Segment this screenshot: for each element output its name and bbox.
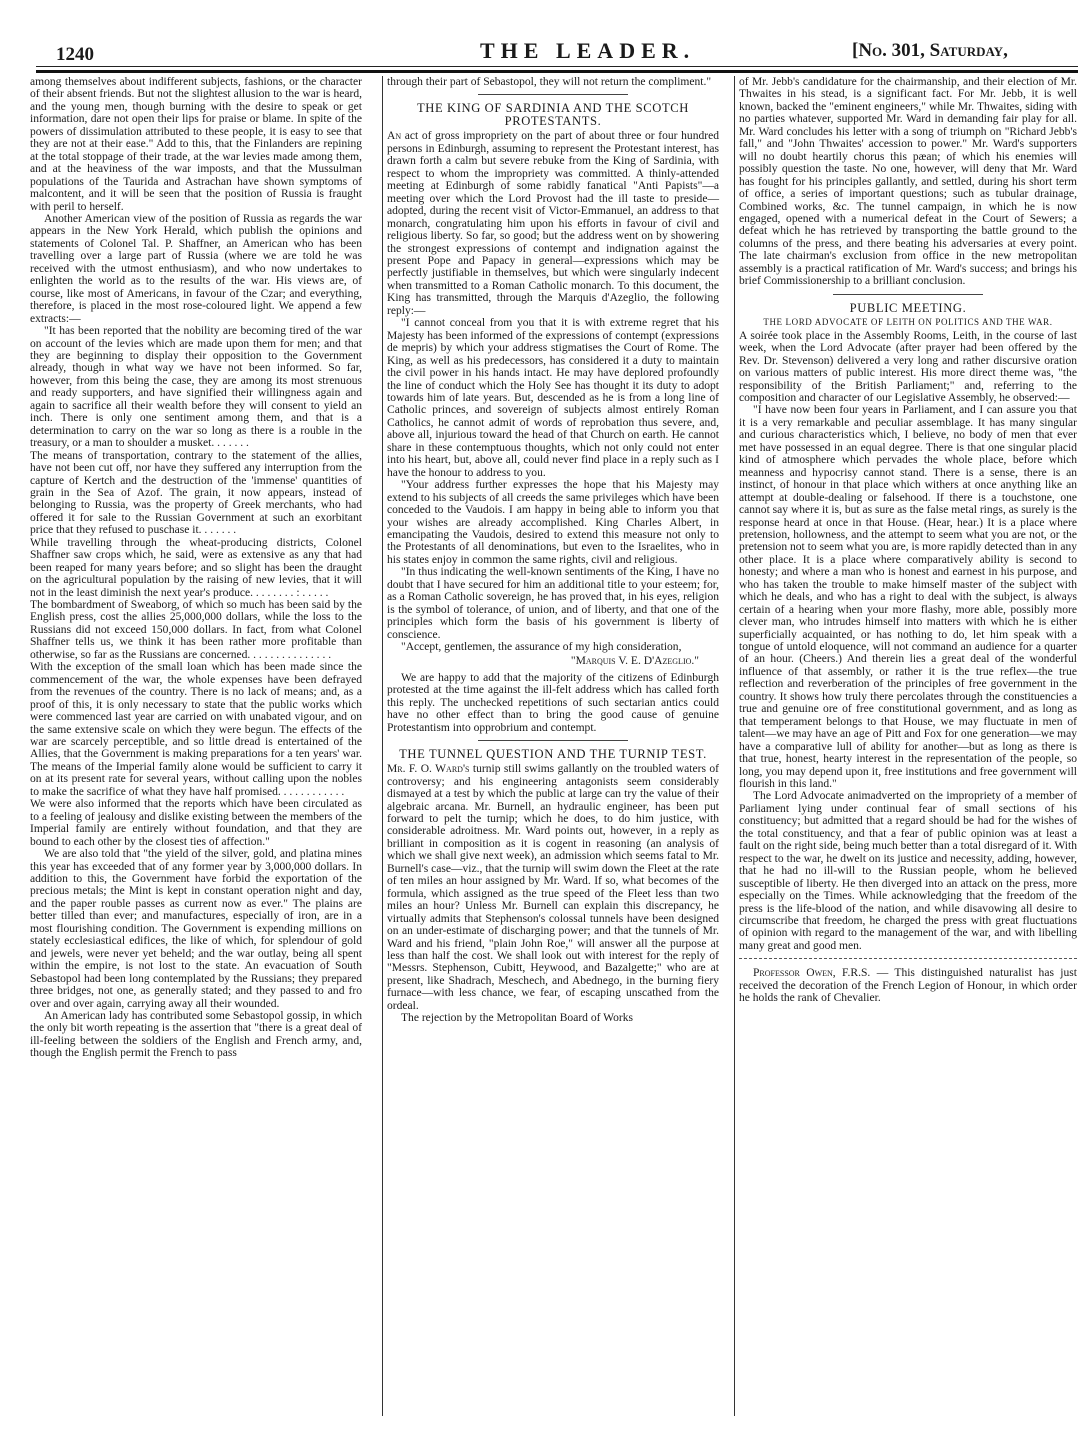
lead-word: Professor Owen, F.R.S. <box>753 967 871 980</box>
headline: PUBLIC MEETING. <box>849 300 967 315</box>
right-column <box>734 76 1077 1416</box>
middle-column <box>382 76 719 1416</box>
article-separator <box>478 94 628 95</box>
paragraph: We are happy to add that the majority of the citizens of Edinburgh protested at the time against the ill-felt address which has called forth this reply. The unchecked repetitions of such sectarian antics could have no other effect than to bring the good cause of genuine Protestantism into opprobrium and contempt. <box>387 671 719 734</box>
left-column <box>30 76 362 1060</box>
paragraph: among themselves about indifferent subjects, fashions, or the character of their absent friends. But not the slightest allusion to the war is heard, and the young men, though burning with the desire to speak or get information, dare not open their lips for praise or blame. In spite of the powers of dissimulation attributed to these people, it is easy to see that they are not at their ease." Add to this, that the Finlanders are repining at the total stoppage of their trade, at the war levies made among them, and at the heaviness of the war imposts, and that the Mussulman populations of the Taurida and Astrachan have shown symptoms of malcontent, and it will be seen that the position of Russia is fraught with peril to herself. <box>30 76 362 213</box>
quote-paragraph: "In thus indicating the well-known sentiments of the King, I have no doubt that I have secured for him an additional title to your esteem; for, as a Roman Catholic sovereign, he has proved that, in his eyes, religion is the symbol of tolerance, of union, and of liberty, and that one of the principles which form the basis of his government is liberty of conscience. <box>387 566 719 641</box>
article-separator <box>478 740 628 741</box>
paragraph <box>387 763 719 1012</box>
issue-label: [No. 301, Saturday, <box>852 40 1008 61</box>
paragraph: Another American view of the position of Russia as regards the war appears in the New York Herald, which publish the opinions and statements of Colonel Tal. P. Shaffner, an American who has been travelling over a large part of Russia (where we are told he was received with the utmost enthusiasm), and who now undertakes to enlighten the world as to the results of the war. His views are, of course, like most of Americans, in favour of the Czar; and everything, therefore, is placed in the most rose-coloured light. We append a few extracts:— <box>30 212 362 325</box>
headline: THE TUNNEL QUESTION AND THE TURNIP TEST. <box>399 747 707 762</box>
quote-paragraph: We were also informed that the reports which have been circulated as to a feeling of jealousy and dislike existing between the members of the Imperial family are entirely without foundation, and that they are bound to each other by the closest ties of affection." <box>30 798 362 848</box>
newspaper-title: THE LEADER. <box>480 38 696 63</box>
quote-paragraph: "I cannot conceal from you that it is with extreme regret that his Majesty has been informed of the expressions of contempt (expressions de mepris) by which your address stigmatises the Court of Rome. The King, as well as his predecessors, has considered it a duty to maintain the civil power in his hands intact. He may have deplored profoundly the line of conduct which the Holy See has thought it its duty to adopt towards him of late years. But, descended as he is from a long line of Catholic princes, and sovereign of subjects almost entirely Roman Catholics, he cannot admit of words of reprobation thus severe, and, above all, injurious toward the head of that Church on earth. He cannot share in these contemptuous thoughts, which not only could not enter into his heart, but, above all, could never find place in a reply such as I have the honour to address to you. <box>387 317 719 479</box>
quote-paragraph: "Accept, gentlemen, the assurance of my high consideration, <box>401 641 682 654</box>
paragraph: A soirée took place in the Assembly Rooms, Leith, in the course of last week, when the Lord Advocate (after prayer had been offered by the Rev. Dr. Stevenson) delivered a very long and rather discursive oration on various matters of public interest. His more direct theme was, "the responsibility of the British Parliament;" and, referring to the composition and character of our Legislative Assembly, he observed:— <box>739 329 1077 404</box>
quote-paragraph: The means of transportation, contrary to the statement of the allies, have not been cut off, nor have they suffered any interruption from the capture of Kertch and the destruction of the 'immense' quantities of grain in the Sea of Azof. The grain, it now appears, instead of belonging to Russia, was the property of Greek merchants, who had offered it for sale to the Russian Government at such an exorbitant price that they refused to puschase it. . . . . . . <box>30 449 362 537</box>
quote-paragraph: The bombardment of Sweaborg, of which so much has been said by the English press, cost the allies 25,000,000 dollars, while the loss to the Russians did not exceed 150,000 dollars. In fact, from what Colonel Shaffner tells us, we think it has been rather more profitable than otherwise, so far as the Russians are concerned. . . . . . . . . . . . . . . <box>30 599 362 661</box>
paragraph: The Lord Advocate animadverted on the impropriety of a member of Parliament lying under continual fear of small sections of his constituency; but admitted that a regard should be had for the wishes of the total constituency, and that a fear of public opinion was at least a fault on the right side, being much better than a total disregard of it. With respect to the war, he dwelt on its justice and necessity, adding, however, that he had no ill-will to the Russian people, whom he believed susceptible of liberty. He then diverged into an attack on the press, more especially on the Times. While acknowledging that the freedom of the press is the life-blood of the nation, and while disavowing all desire to circumscribe that freedom, he charged the press with great fluctuations of opinion with regard to the management of the war, and with libelling many great and good men. <box>739 790 1077 952</box>
article-tunnel-question <box>387 748 719 1025</box>
quote-paragraph: "It has been reported that the nobility are becoming tired of the war on account of the levies which are made upon them for men; and that they are beginning to display their opposition to the Government already, though in what way we have not been informed. So far, however, from this being the case, they are among its most strenuous and ready supporters, and have signified their willingness again and again to sacrifice all their wealth before they will consent to yield an inch. There is only one sentiment among them, and that is a determination to carry on the war so long as there is a rouble in the treasury, or a man to shoulder a musket. . . . . . . <box>30 325 362 450</box>
brief-paragraph <box>739 967 1077 1004</box>
brief-text: — This distinguished naturalist has just received the decoration of the French Legion of Honour, in which order he holds the rank of Chevalier. <box>739 967 1077 1005</box>
masthead-rule-thick <box>36 70 1078 73</box>
subheadline: THE LORD ADVOCATE OF LEITH ON POLITICS AND THE WAR. <box>763 316 1053 327</box>
lead-word: Mr. F. O. Ward's <box>387 763 470 776</box>
paragraph-text: turnip still swims gallantly on the troubled waters of controversy; and his engineering antagonists seem considerably dismayed at a test by which the public at large can try the value of their algebraic arcana. Mr. Burnell, an hydraulic engineer, has been put forward to pelt the turnip; which he does, to do him justice, with considerable adroitness. Mr. Ward points out, however, in a reply as brilliant in composition as it is cogent in reasoning (an analysis of which we shall give next week), an admission which seems fatal to Mr. Burnell's case—viz., that the turnip will swim down the Fleet at the rate of ten miles an hour assigned by Mr. Ward. If so, what becomes of the formula, which assigned as the true speed of the Fleet less than two miles an hour? Unless Mr. Burnell can explain this discrepancy, he virtually admits that Stephenson's colossal tunnels have been designed on an under-estimate of discharging power; and that the tunnels of Mr. Ward and his friend, "plain John Roe," will answer all the purpose at less than half the cost. We shall look out with interest for the reply of "Messrs. Stephenson, Cubitt, Heywood, and Bazalgette;" who are at present, like Shadrach, Meschech, and Abednego, in the burning fiery furnace—with less chance, we fear, of escaping unscathed from the ordeal. <box>387 763 719 1012</box>
paragraph: The rejection by the Metropolitan Board of Works <box>401 1012 633 1025</box>
lead-word: An <box>387 130 402 143</box>
issue-info <box>852 40 1008 62</box>
article-separator <box>833 294 983 295</box>
quote-paragraph: "Your address further expresses the hope that his Majesty may extend to his subjects of all creeds the same privileges which have been conceded to the Vaudois. I am happy in being able to inform you that your wishes are already accomplished. King Charles Albert, in emancipating the Vaudois, desired to extend this measure not only to the Protestants of all denominations, but even to the Israelites, who in his states enjoy in common the same rights, civil and religious. <box>387 479 719 566</box>
quote-paragraph: With the exception of the small loan which has been made since the commencement of the war, the whole expenses have been defrayed from the revenues of the country. There is no lack of means; and, as a proof of this, it is only necessary to state that the public works which were commenced last year are carried on with unabated vigour, and on the same extensive scale on which they were begun. The effects of the war are scarcely perceptible, and so little dread is entertained of the Allies, that the Government is making preparations for a ten years' war. The means of the Imperial family alone would be sufficient to carry it on at its present rate for several years, without calling upon the nobles to make the sacrifice of what they have half promised. . . . . . . . . . . . <box>30 661 362 798</box>
paragraph <box>387 130 719 317</box>
paragraph: We are also told that "the yield of the silver, gold, and platina mines this year has exceeded that of any former year by 3,000,000 dollars. In addition to this, the Government have forbid the exportation of the precious metals; the Mint is kept in constant operation night and day, and the paper rouble passes as current now as ever." The plains are better tilled than ever; and manufactures, especially of iron, are in a most flourishing condition. The Government is expending millions on stately ecclesiastical edifices, the like of which, for splendour of gold and jewels, were never yet beheld; and the war outlay, being all spent within the empire, is not lost to the state. An evacuation of South Sebastopol had been long contemplated by the Russians; they prepared three bridges, not one, as generally stated; and they passed to and fro over and over again, carrying away all their wounded. <box>30 848 362 1010</box>
paragraph-text: act of gross impropriety on the part of about three or four hundred persons in Edinburgh, assuming to represent the Protestant interest, has drawn forth a calm but severe rebuke from the King of Sardinia, with respect to whom the impropriety was committed. A thinly-attended meeting at Edinburgh of some rabidly fanatical "Anti Papists"—a meeting over which the Lord Provost had the ill taste to preside—adopted, during the recent visit of Victor-Emmanuel, an address to that monarch, congratulating him upon his efforts in favour of civil and religious liberty. So far, so good; but the address went on by showering the strongest expressions of contempt and indignation against the present Pope and Papacy in general—expressions which may be perfectly justifiable in themselves, but which were singularly indecent when transmitted to a Roman Catholic monarch. To this document, the King has transmitted, through the Marquis d'Azeglio, the following reply:— <box>387 130 719 317</box>
headline: THE KING OF SARDINIA AND THE SCOTCH PROTESTANTS. <box>417 101 689 129</box>
masthead-rule-thin <box>36 66 1078 67</box>
masthead <box>0 0 1092 72</box>
paragraph: An American lady has contributed some Sebastopol gossip, in which the only bit worth repeating is the assertion that "there is a great deal of ill-feeling between the soldiers of the English and French army, and, though the English permit the French to pass <box>30 1009 362 1060</box>
article-public-meeting <box>739 302 1077 953</box>
page-number: 1240 <box>56 44 94 65</box>
continuation-text: through their part of Sebastopol, they will not return the compliment." <box>387 76 712 88</box>
continuation-text: of Mr. Jebb's candidature for the chairmanship, and their election of Mr. Thwaites in his stead, is a significant fact. For Mr. Jebb, it is well known, backed the "eminent engineers," while Mr. Thwaites, siding with no parties whatever, supported Mr. Ward in demanding fair play for all. Mr. Ward concludes his letter with a song of triumph on "Richard Jebb's fall," and "John Thwaites' accession to power." Mr. Ward's supporters will no doubt heartily chorus this pæan; of which his enemies will possibly question the taste. No one, however, will deny that Mr. Ward has fought for his principles gallantly, and settled, during his short term of office, a series of important questions; such as tubular drainage, Combined works, &c. The tunnel campaign, in which he is now engaged, opened with a numerical defeat in the Court of Sewers; a defeat which he has retrieved by transporting the battle ground to the columns of the press, and there beating his adversaries at every point. The late chairman's exclusion from office in the new metropolitan assembly is a practical ratification of Mr. Ward's success; and brings his brief Commissionership to a brilliant conclusion. <box>739 76 1077 288</box>
quote-paragraph: "I have now been four years in Parliament, and I can assure you that it is a very remarkable and peculiar assemblage. It has many singular and curious characteristics which, I believe, no body of men that ever met have possessed in an equal degree. There is that one singular placid kind of atmosphere which pervades the whole place, before which meanness and hypocrisy cannot stand. There is a sense, there is an instinct, of honour in that place which withers at once anything like an attempt at double-dealing or falsehood. If there is a touchstone, one cannot say where it is, but as sure as the false metal rings, as surely is the response heard at once in that House. (Hear, hear.) It is a place where pretension, hollowness, and the attempt to seem what you are not, or the pretension not to seem what you are, is more rapidly detected than in any other place. It is a place where comparatively ability is second to honesty; and where a man who is honest and earnest in his purpose, and who has taken the trouble to make himself master of the subject with which he deals, and who has a right to deal with the subject, is always certain of a hearing when your more flashy, more able, possibly more clever man, who intrudes himself into matters with which he is either superficially acquainted, or has nothing to do, let him speak with a tongue of untold eloquence, will not command an audience for a quarter of an hour. (Cheers.) And therein lies a great deal of the wonderful influence of that assembly, or rather it is the true reflex—the true reflection and reverberation of the principles of free government in the country. It shows how truly there percolates through the constituencies a true and genuine ore of free constitutional government, and as long as that temperament belongs to that House, we may fluctuate in men of talent—we may have an age of Pitt and Fox for one generation—we may have a comparative lull of ability for another—but as long as there is that true, honest, hearty interest in the representation of the people, so long, you may depend upon it, free institutions and free government will flourish in this land." <box>739 404 1077 791</box>
article-king-of-sardinia <box>387 102 719 734</box>
signature: "Marquis V. E. D'Azeglio." <box>570 655 699 668</box>
quote-paragraph: While travelling through the wheat-producing districts, Colonel Shaffner saw crops which, he said, were as extensive as any that had been reaped for many years before; and so slight has been the draught on the agricultural population by the raising of new levies, that it will not in the least diminish the next year's produce. . . . . . . . : . . . . . <box>30 536 362 599</box>
brief-separator <box>739 958 1077 959</box>
